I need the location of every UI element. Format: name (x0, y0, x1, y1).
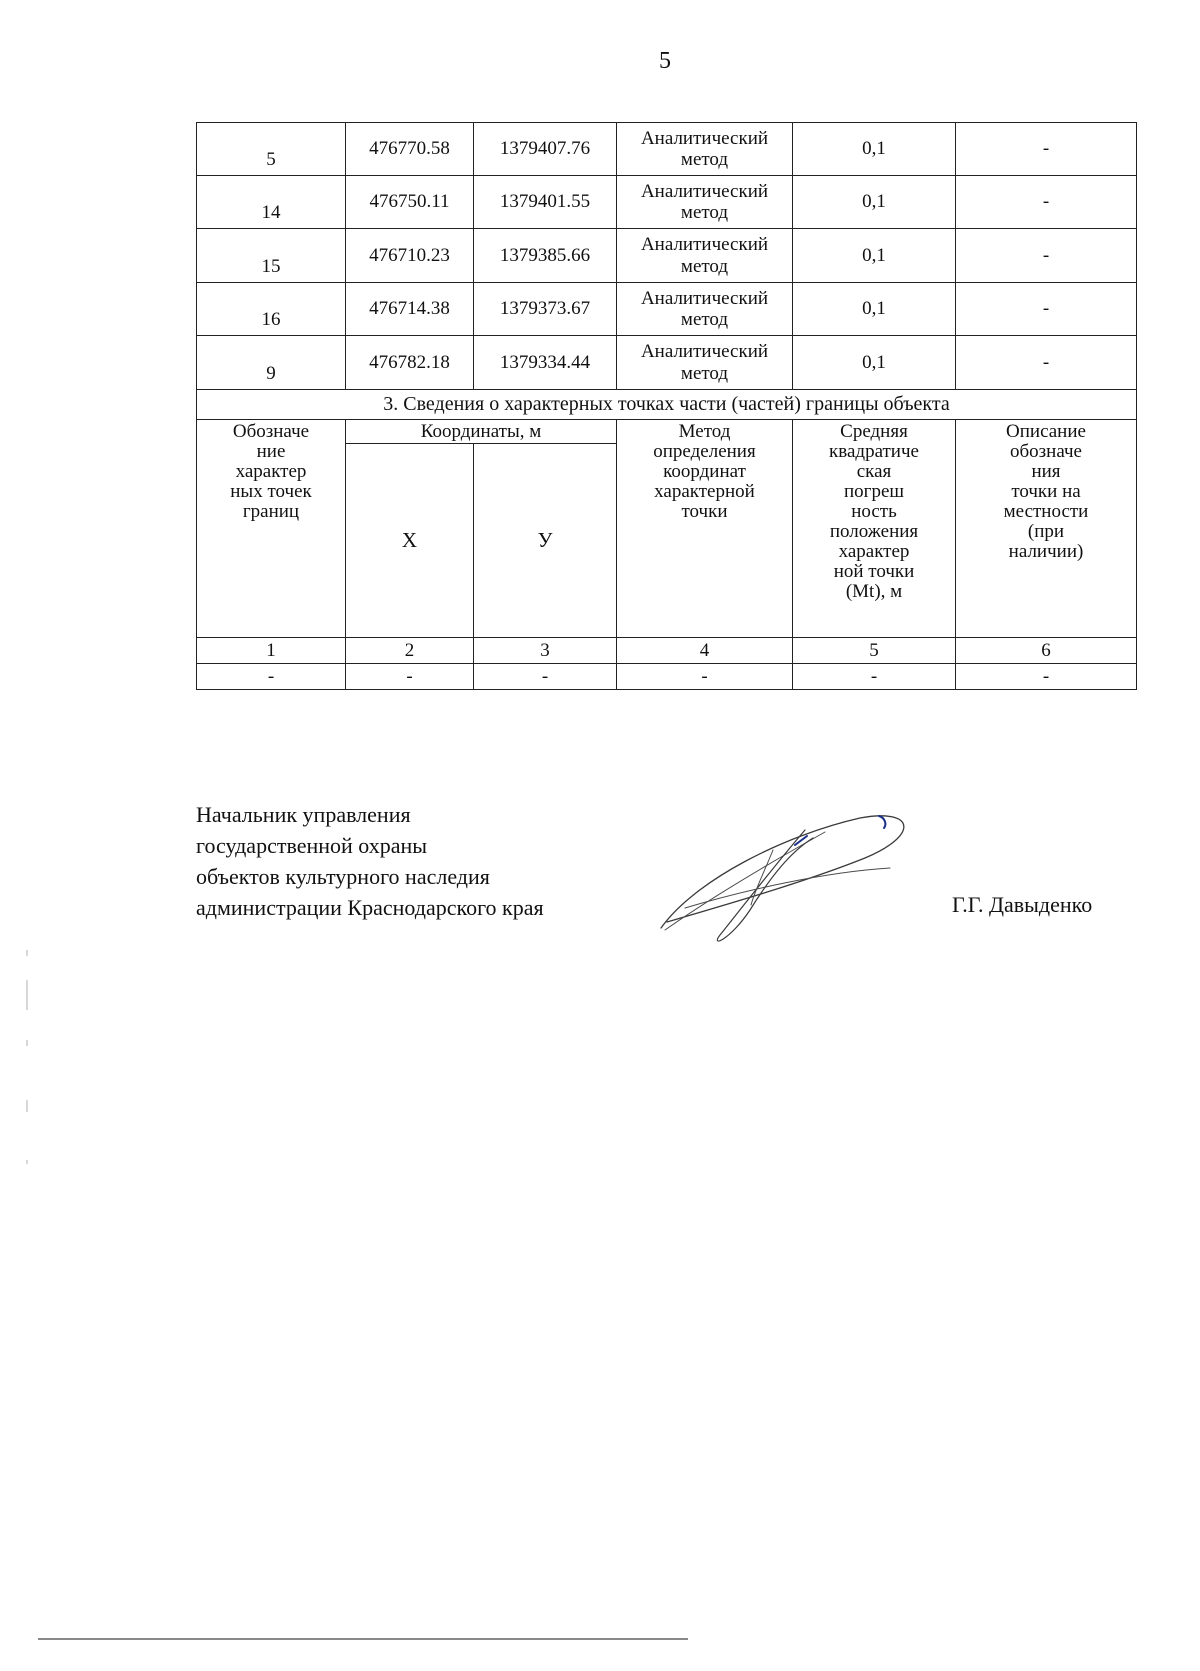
coord-x: 476782.18 (346, 336, 474, 390)
header-line: характер (838, 540, 910, 562)
method-line1: Аналитический (640, 287, 769, 309)
column-number: 4 (617, 638, 793, 664)
header-line: ной точки (833, 560, 915, 582)
header-line: квадратиче (829, 440, 919, 462)
point-number: 15 (197, 229, 346, 283)
table-row (197, 176, 1137, 229)
header-line: (Mt), м (845, 580, 903, 602)
point-number: 14 (197, 176, 346, 229)
column-number: 3 (474, 638, 617, 664)
method-cell (617, 229, 793, 283)
table-row (197, 229, 1137, 283)
empty-cell: - (793, 664, 956, 690)
column-number: 6 (956, 638, 1137, 664)
header-line: определения (653, 440, 756, 462)
header-line: координат (663, 460, 746, 482)
table-row (197, 283, 1137, 336)
header-line: погреш (843, 480, 905, 502)
table-row (197, 336, 1137, 390)
section-title: 3. Сведения о характерных точках части (частей) границы объекта (197, 390, 1137, 420)
header-line: ность (851, 500, 897, 522)
method-cell (617, 283, 793, 336)
method-cell (617, 176, 793, 229)
header-description (956, 420, 1137, 638)
description-value: - (956, 336, 1137, 390)
coord-x: 476750.11 (346, 176, 474, 229)
method-line1: Аналитический (640, 341, 769, 363)
coord-x: 476714.38 (346, 283, 474, 336)
coord-y: 1379407.76 (474, 123, 617, 176)
table-row (197, 664, 1137, 690)
coord-x: 476710.23 (346, 229, 474, 283)
boundary-points-table (196, 122, 1137, 690)
header-line: Метод (678, 421, 731, 442)
method-line1: Аналитический (640, 127, 769, 149)
header-line: Описание (1006, 421, 1086, 442)
table-row (197, 123, 1137, 176)
header-row (197, 420, 1137, 444)
handwritten-signature (655, 810, 925, 945)
coord-y: 1379334.44 (474, 336, 617, 390)
header-x: Х (346, 444, 474, 638)
accuracy-value: 0,1 (793, 123, 956, 176)
header-accuracy (793, 420, 956, 638)
header-coordinates: Координаты, м (346, 420, 617, 444)
coord-y: 1379373.67 (474, 283, 617, 336)
description-value: - (956, 229, 1137, 283)
point-number: 16 (197, 283, 346, 336)
header-line: наличии) (1008, 540, 1084, 562)
empty-cell: - (197, 664, 346, 690)
position-line: объектов культурного наследия (196, 864, 490, 889)
description-value: - (956, 176, 1137, 229)
signer-position (196, 799, 544, 923)
accuracy-value: 0,1 (793, 229, 956, 283)
empty-cell: - (617, 664, 793, 690)
accuracy-value: 0,1 (793, 336, 956, 390)
header-line: Обозначе (232, 421, 310, 442)
method-line2: метод (680, 202, 729, 223)
header-line: ния (1031, 460, 1061, 482)
point-number: 9 (197, 336, 346, 390)
method-line1: Аналитический (640, 234, 769, 256)
coord-y: 1379385.66 (474, 229, 617, 283)
column-number: 2 (346, 638, 474, 664)
method-line1: Аналитический (640, 180, 769, 202)
coord-y: 1379401.55 (474, 176, 617, 229)
method-line2: метод (680, 309, 729, 330)
description-value: - (956, 283, 1137, 336)
coord-x: 476770.58 (346, 123, 474, 176)
header-line: точки (681, 500, 728, 522)
point-number: 5 (197, 123, 346, 176)
header-line: местности (1003, 500, 1089, 522)
section-title-row (197, 390, 1137, 420)
column-number: 1 (197, 638, 346, 664)
column-number: 5 (793, 638, 956, 664)
header-method (617, 420, 793, 638)
header-line: положения (829, 520, 919, 542)
method-line2: метод (680, 362, 729, 384)
method-line2: метод (680, 255, 729, 277)
header-line: обозначе (1009, 440, 1082, 462)
header-line: (при (1027, 520, 1065, 542)
header-line: ние (256, 440, 286, 462)
empty-cell: - (346, 664, 474, 690)
header-y: У (474, 444, 617, 638)
position-line: администрации Краснодарского края (196, 895, 544, 920)
header-line: точки на (1011, 480, 1081, 502)
header-designation (197, 420, 346, 638)
scan-margin-marks (24, 950, 30, 1170)
page-number: 5 (659, 48, 671, 74)
header-line: характерной (654, 480, 755, 502)
accuracy-value: 0,1 (793, 176, 956, 229)
header-line: Средняя (840, 421, 908, 442)
header-line: характер (235, 460, 307, 482)
method-cell (617, 123, 793, 176)
position-line: государственной охраны (196, 833, 428, 858)
header-line: ных точек (230, 480, 312, 502)
empty-cell: - (956, 664, 1137, 690)
method-line2: метод (680, 149, 729, 170)
footer-rule (38, 1638, 688, 1640)
accuracy-value: 0,1 (793, 283, 956, 336)
header-line: ская (856, 460, 892, 482)
column-number-row (197, 638, 1137, 664)
method-cell (617, 336, 793, 390)
signer-name: Г.Г. Давыденко (952, 892, 1093, 917)
header-line: границ (242, 500, 300, 522)
description-value: - (956, 123, 1137, 176)
empty-cell: - (474, 664, 617, 690)
position-line: Начальник управления (196, 802, 411, 827)
